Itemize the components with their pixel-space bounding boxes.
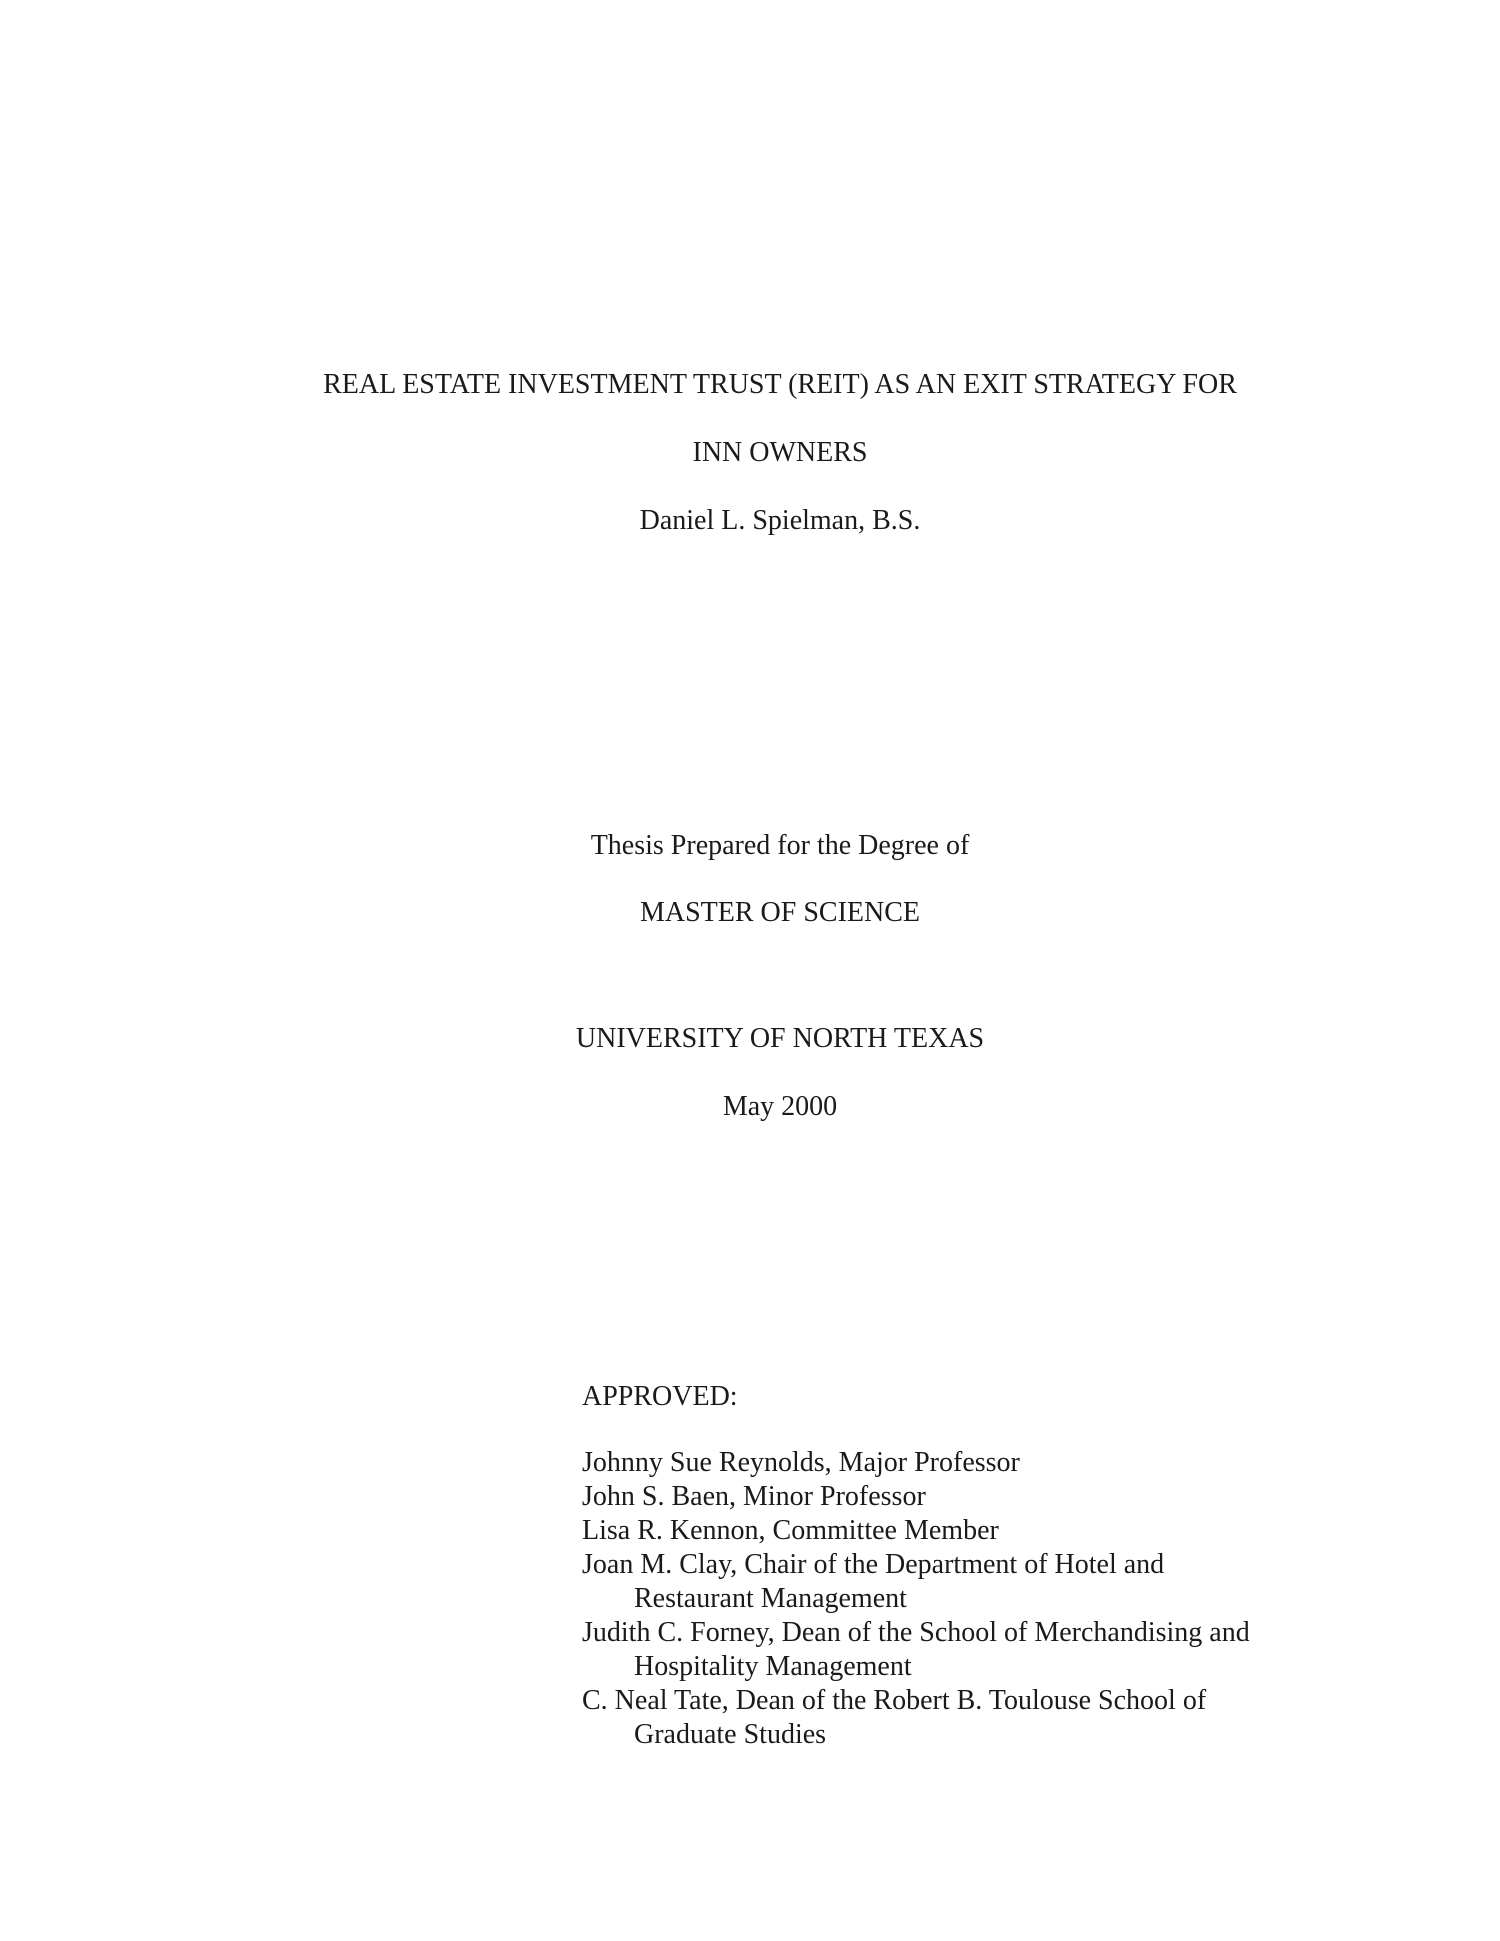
submission-date: May 2000 (722, 1091, 838, 1122)
degree-name: MASTER OF SCIENCE (639, 897, 921, 928)
committee-member-line: Joan M. Clay, Chair of the Department of Hotel and (582, 1549, 1165, 1580)
committee-member (582, 1514, 1250, 1548)
committee-member-line: Johnny Sue Reynolds, Major Professor (582, 1447, 1020, 1478)
committee-member-continuation: Graduate Studies (634, 1719, 827, 1750)
committee-member-line: John S. Baen, Minor Professor (582, 1481, 926, 1512)
author-name: Daniel L. Spielman, B.S. (639, 505, 921, 536)
thesis-title-line-1: REAL ESTATE INVESTMENT TRUST (REIT) AS AN EXIT STRATEGY FOR (323, 369, 1237, 400)
thesis-title-line-2: INN OWNERS (692, 437, 868, 468)
degree-prepared-for: Thesis Prepared for the Degree of (590, 830, 970, 861)
committee-member-continuation: Hospitality Management (634, 1651, 912, 1682)
committee-member-line: Lisa R. Kennon, Committee Member (582, 1515, 999, 1546)
committee-member-line: Judith C. Forney, Dean of the School of Merchandising and (582, 1617, 1250, 1648)
approved-heading: APPROVED: (582, 1381, 738, 1412)
committee-member (582, 1446, 1250, 1480)
committee-member (582, 1480, 1250, 1514)
institution-name: UNIVERSITY OF NORTH TEXAS (575, 1023, 985, 1054)
committee-member-continuation: Restaurant Management (634, 1583, 907, 1614)
approval-block (582, 1380, 1250, 1752)
committee-member (582, 1616, 1250, 1684)
committee-member (582, 1684, 1250, 1752)
committee-member-line: C. Neal Tate, Dean of the Robert B. Toulouse School of (582, 1685, 1207, 1716)
committee-member (582, 1548, 1250, 1616)
